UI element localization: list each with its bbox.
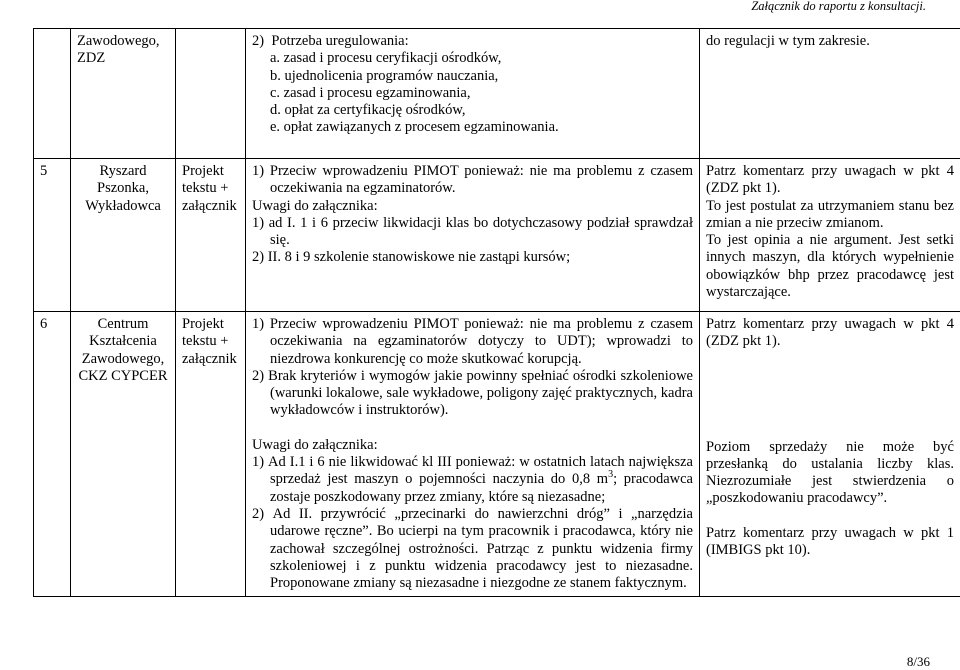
header-note: Załącznik do raportu z konsultacji. — [751, 0, 926, 15]
row-number: 5 — [34, 159, 71, 312]
submission-type — [176, 29, 246, 159]
comment-paragraph: 1) Przeciw wprowadzeniu PIMOT ponieważ: nie ma problemu z czasem oczekiwania na egzaminatorów. — [252, 163, 693, 198]
comment-text: 1) Ad I.1 i 6 nie likwidować kl III ponieważ: w ostatnich latach największa sprzedaż jest maszyn o pojemności naczynia do 0,8 m — [252, 454, 693, 487]
submission-type: Projekt tekstu + załącznik — [176, 159, 246, 312]
superscript: 3 — [608, 470, 613, 481]
submitter-name: Zawodowego, ZDZ — [71, 29, 176, 159]
list-item: d. opłat za certyfikację ośrodków, — [270, 102, 693, 119]
table-row — [34, 159, 960, 312]
row-number: 6 — [34, 312, 71, 597]
comment-cell — [246, 312, 700, 597]
comment-paragraph: 1) Przeciw wprowadzeniu PIMOT ponieważ: nie ma problemu z czasem oczekiwania na egzaminatorów dotyczy to UDT); wprowadzi to niezdrowa konkurencję co może skutkować korupcją. — [252, 316, 693, 368]
consultation-table — [33, 28, 960, 597]
response-text: Poziom sprzedaży nie może być przesłanką do ustalania liczby klas. Niezrozumiałe jest stwierdzenia o „poszkodowaniu pracodawcy”. — [706, 439, 954, 508]
response-cell — [700, 29, 960, 159]
comment-paragraph: 2) Brak kryteriów i wymogów jakie powinny spełniać ośrodki szkoleniowe (warunki lokalowe, sale wykładowe, poligony zajęć praktycznych, kadra wykładowców i instruktorów). — [252, 368, 693, 420]
page-number: 8/36 — [907, 653, 930, 670]
attachment-notes-heading: Uwagi do załącznika: — [252, 437, 693, 454]
row-number — [34, 29, 71, 159]
response-text: Patrz komentarz przy uwagach w pkt 1 (IMBIGS pkt 10). — [706, 525, 954, 560]
response-text: To jest postulat za utrzymaniem stanu bez zmian a nie przeciw zmianom. — [706, 198, 954, 233]
response-text: To jest opinia a nie argument. Jest setki innych maszyn, dla których wypełnienie obowiązków bhp przez pracodawcę jest wystarczające. — [706, 232, 954, 301]
comment-sublist — [252, 50, 693, 136]
comment-text: ; pracodawca zostaje poszkodowany przez zmiany, które są niezasadne; — [270, 471, 693, 504]
response-cell — [700, 159, 960, 312]
response-text: Patrz komentarz przy uwagach w pkt 4 (ZDZ pkt 1). — [706, 163, 954, 198]
response-cell — [700, 312, 960, 597]
comment-intro: 2) Potrzeba uregulowania: — [252, 33, 693, 50]
table-row — [34, 29, 960, 159]
table-row — [34, 312, 960, 597]
list-item: c. zasad i procesu egzaminowania, — [270, 85, 693, 102]
comment-paragraph: 1) ad I. 1 i 6 przeciw likwidacji klas bo dotychczasowy podział sprawdzał się. — [252, 215, 693, 250]
list-item: b. ujednolicenia programów nauczania, — [270, 68, 693, 85]
comment-paragraph: 2) Ad II. przywrócić „przecinarki do nawierzchni dróg” i „narzędzia udarowe ręczne”. Bo ucierpi na tym pracownik i pracodawca, który nie zachował szczególnej ostrożności. Patrząc z punktu widzenia firmy szkoleniowej i z punktu widzenia pracodawcy jest to niezasadne. Proponowane zmiany są niezasadne i niezgodne ze stanem faktycznym. — [252, 506, 693, 592]
submitter-name: Ryszard Pszonka, Wykładowca — [71, 159, 176, 312]
comment-paragraph: 2) II. 8 i 9 szkolenie stanowiskowe nie zastąpi kursów; — [252, 249, 693, 266]
submitter-name: Centrum Kształcenia Zawodowego, CKZ CYPCER — [71, 312, 176, 597]
comment-cell — [246, 29, 700, 159]
list-item: e. opłat zawiązanych z procesem egzaminowania. — [270, 119, 693, 136]
comment-cell — [246, 159, 700, 312]
submission-type: Projekt tekstu + załącznik — [176, 312, 246, 597]
attachment-notes-heading: Uwagi do załącznika: — [252, 198, 693, 215]
list-item: a. zasad i procesu ceryfikacji ośrodków, — [270, 50, 693, 67]
response-text: Patrz komentarz przy uwagach w pkt 4 (ZDZ pkt 1). — [706, 316, 954, 351]
comment-paragraph — [252, 454, 693, 506]
response-text: do regulacji w tym zakresie. — [706, 33, 954, 50]
